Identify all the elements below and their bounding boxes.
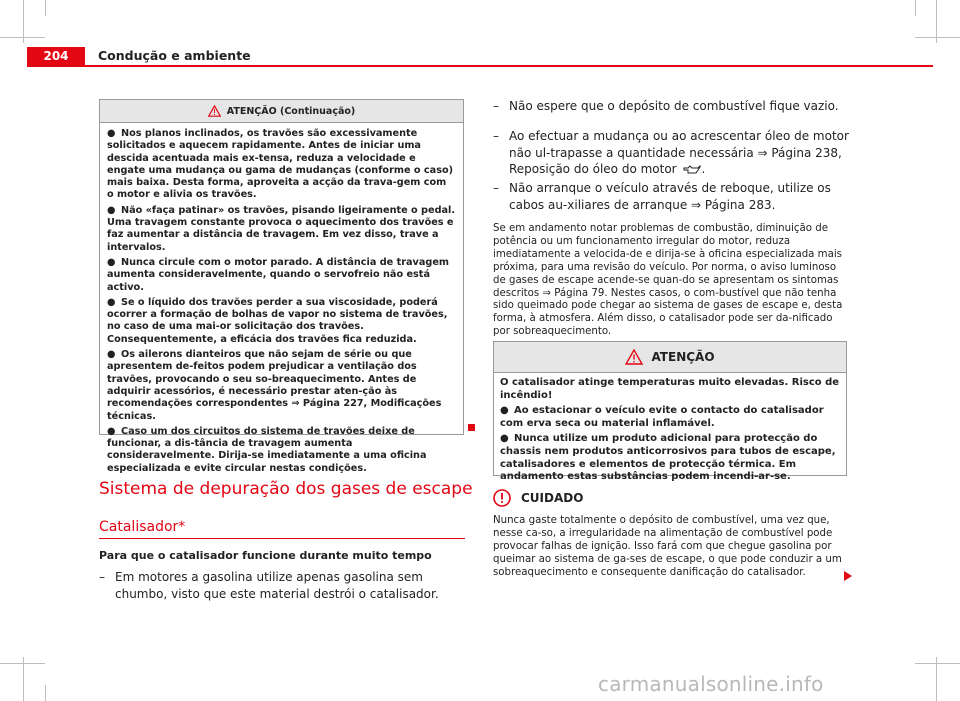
subsection-rule (99, 538, 465, 539)
crop-mark (936, 0, 937, 43)
caution-text: Nunca gaste totalmente o depósito de combustível, uma vez que, nesse ca-so, a irregularidade na alimentação de combustível pode provocar falhas de ignição. Isso fará com que chegue gasolina por queimar ao sistema de ga-ses de escape, o que pode conduzir a um sobreaquecimento e consequente danificação do catalisador. (493, 515, 842, 578)
oil-can-icon (683, 165, 701, 174)
crop-mark (915, 663, 960, 664)
crop-mark (915, 37, 960, 38)
dash-list-item: – Ao efectuar a mudança ou ao acrescentar óleo de motor não ul-trapasse a quantidade necessária ⇒ Página 238, Reposição do óleo do motor . (493, 129, 849, 176)
caution-heading (493, 489, 583, 507)
warning-item: ● Os ailerons dianteiros que não sejam de série ou que apresentem de-feitos podem prejudicar a ventilação dos travões, provocando o seu so-breaquecimento. Antes de adquirir acessórios, é necessário prestar aten-ção às recomendações correspondentes ⇒ Página 227, Modificações técnicas. (107, 349, 442, 422)
crop-mark (915, 0, 916, 16)
warning-item: ● Caso um dos circuitos do sistema de travões deixe de funcionar, a dis-tância de travagem aumenta consideravelmente. Dirija-se imediatamente a uma oficina especializada e evite circular nestas condições. (107, 425, 427, 474)
warning-intro: O catalisador atinge temperaturas muito elevadas. Risco de incêndio! (500, 377, 840, 401)
crop-mark (45, 685, 46, 701)
warning-item: ● Nos planos inclinados, os travões são excessivamente solicitados e aquecem rapidamente. Antes de iniciar uma descida acentuada mais ex-tensa, reduza a velocidade e engate uma mudança ou gama de mudanças (conforme o caso) mais baixa. Desta forma, aproveita a acção da trava-gem com o motor e alivia os travões. (107, 128, 454, 201)
dash-list-item: – Não espere que o depósito de combustível fique vazio. (493, 99, 839, 113)
bullet-icon: ● (107, 204, 116, 216)
warning-box-title: ATENÇÃO (Continuação) (226, 105, 356, 117)
bullet-icon: ● (107, 256, 116, 268)
warning-box-title: ATENÇÃO (651, 350, 715, 364)
chapter-title: Condução e ambiente (98, 48, 251, 63)
page-number: 204 (27, 47, 85, 65)
warning-triangle-icon (625, 349, 643, 365)
warning-box-continued (99, 99, 464, 474)
watermark: carmanualsonline.info (598, 672, 824, 696)
crop-mark (23, 0, 24, 43)
warning-box (493, 341, 847, 483)
header-rule (27, 65, 933, 67)
continue-arrow-icon (844, 571, 852, 581)
dash-list-item: – Em motores a gasolina utilize apenas gasolina sem chumbo, visto que este material destrói o catalisador. (99, 570, 439, 601)
warning-triangle-icon (208, 105, 221, 117)
warning-box-body (494, 373, 846, 484)
bullet-icon: ● (107, 296, 116, 308)
warning-item: ● Nunca utilize um produto adicional para protecção do chassis nem produtos anticorrosivos para tubos de escape, catalisadores e elementos de protecção térmica. Em andamento estas substâncias podem incendi-ar-se. (500, 433, 836, 483)
bullet-icon: ● (500, 405, 509, 417)
subsection-title: Catalisador* (99, 519, 186, 535)
warning-item: ● Nunca circule com o motor parado. A distância de travagem aumenta consideravelmente, quando o servofreio não está activo. (107, 256, 450, 293)
warning-box-header (100, 100, 463, 123)
bullet-icon: ● (500, 433, 509, 445)
bullet-icon: ● (107, 425, 116, 437)
crop-mark (23, 657, 24, 701)
warning-item: ● Não «faça patinar» os travões, pisando ligeiramente o pedal. Uma travagem constante provoca o aquecimento dos travões e faz aumentar a distância de travagem. Em vez disso, trave a intervalos. (107, 204, 456, 253)
body-paragraph: Se em andamento notar problemas de combustão, diminuição de potência ou um funcionamento irregular do motor, reduza imediatamente a velocida-de e dirija-se à oficina especializada mais próxima, para uma revisão do veículo. Por norma, o aviso luminoso de gases de escape acende-se quan-do se apresentam os sintomas descritos ⇒ Página 79. Nestes casos, o com-bustível que não tenha sido queimado pode chegar ao sistema de gases de escape e, desta forma, à atmosfera. Além disso, o catalisador pode ser da-nificado por sobreaquecimento. (493, 223, 843, 338)
caution-exclamation-icon (493, 489, 511, 507)
warning-item: ● Se o líquido dos travões perder a sua viscosidade, poderá ocorrer a formação de bolhas de vapor no sistema de travões, no caso de uma mai-or solicitação dos travões. Consequentemente, a eficácia dos travões fica reduzida. (107, 296, 448, 345)
bullet-icon: ● (107, 349, 116, 361)
crop-mark (936, 657, 937, 701)
paragraph-heading: Para que o catalisador funcione durante muito tempo (99, 549, 432, 562)
dash-list-item: – Não arranque o veículo através de reboque, utilize os cabos au-xiliares de arranque ⇒ Página 283. (493, 181, 831, 212)
warning-box-body (100, 123, 463, 475)
bullet-icon: ● (107, 128, 116, 139)
section-title: Sistema de depuração dos gases de escape (99, 479, 473, 499)
end-of-section-mark (468, 424, 475, 431)
warning-box-header (494, 342, 846, 373)
warning-item: ● Ao estacionar o veículo evite o contacto do catalisador com erva seca ou material inflamável. (500, 405, 824, 429)
caution-title: CUIDADO (521, 491, 584, 505)
crop-mark (45, 0, 46, 16)
